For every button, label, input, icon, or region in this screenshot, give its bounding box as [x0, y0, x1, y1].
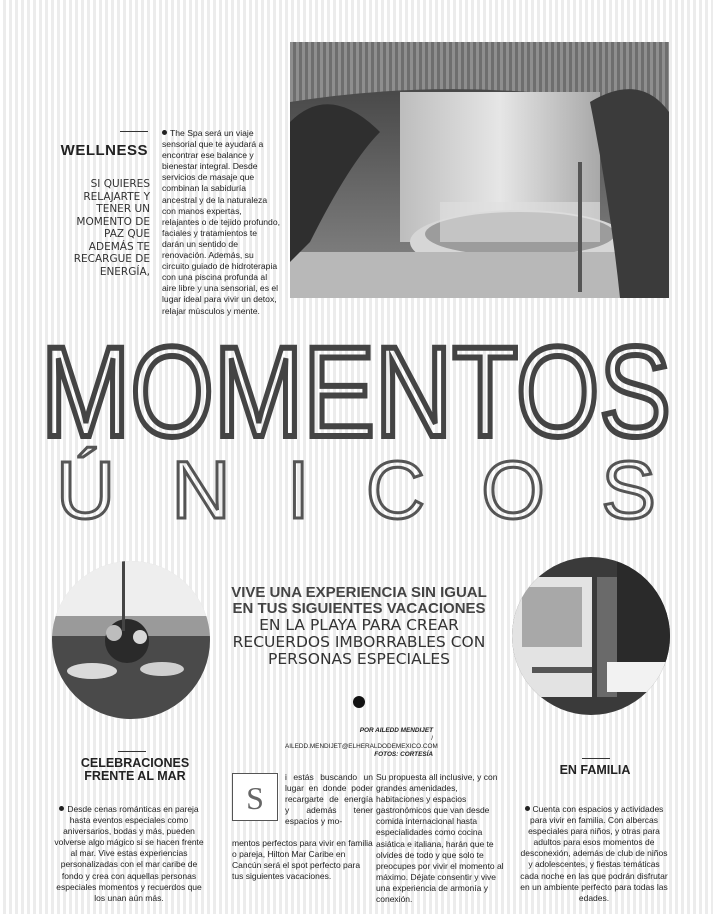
celebraciones-heading-line-2: FRENTE AL MAR [84, 769, 186, 783]
credits [285, 727, 438, 759]
wellness-body-text: The Spa será un viaje sensorial que te ayudará a encontrar ese balance y bienestar integral. Desde servicios de masaje que combinan la sabiduría ancestral y de la naturaleza con manos expertas, relajantes o de tejido profundo, faciales y tratamientos te darán un sentido de renovación. Además, su circuito guiado de hidroterapia con una piscina profunda al aire libre y una sensorial, es el lugar ideal para vivir un detox, relajar músculos y mente. [162, 128, 281, 316]
intro-line-2: EN TUS SIGUIENTES VACACIONES [232, 600, 486, 617]
hotel-logo-letter: S [246, 780, 264, 816]
en-familia-body [518, 804, 670, 904]
en-familia-body-text: Cuenta con espacios y actividades para vivir en familia. Con albercas especiales para niños, y otras para adultos para esos momentos de desconexión, además de club de niños y adolescentes, y fiestas temáticas cada noche en las que podrán disfrutar en un ambiente perfecto para todas las edades. [520, 804, 668, 903]
en-familia-rule [582, 758, 610, 759]
bullet-icon [525, 806, 530, 811]
room-photo-graphic [512, 557, 670, 715]
middle-column-2: Su propuesta all inclusive, y con grandes amenidades, habitaciones y espacios gastronómicos que van desde comida internacional hasta especialidades como cocina asiática e italiana, harán que te olvides de todo y que solo te preocupes por vivir el momento al máximo. Déjate consentir y vive una experiencia de armonía y conexión. [376, 772, 504, 905]
celebraciones-heading-line-1: CELEBRACIONES [80, 756, 190, 770]
celebration-photo [52, 561, 210, 719]
wellness-subheading: SI QUIERES RELAJARTE Y TENER UN MOMENTO DE PAZ QUE ADEMÁS TE RECARGUE DE ENERGÍA, [73, 178, 150, 278]
intro-line-1: VIVE UNA EXPERIENCIA SIN IGUAL [231, 584, 487, 601]
hotel-logo [232, 773, 278, 821]
wellness-body [162, 128, 280, 317]
credits-email: / AILEDD.MENDIJET@ELHERALDODEMEXICO.COM [285, 735, 438, 750]
intro-line-5: PERSONAS ESPECIALES [268, 650, 450, 668]
celebraciones-heading [50, 757, 220, 783]
spa-photo [290, 42, 669, 298]
bullet-icon [59, 806, 64, 811]
title-unicos [0, 430, 713, 550]
wellness-heading: WELLNESS [60, 142, 148, 159]
middle-text-bottom: mentos perfectos para vivir en familia o pareja, Hilton Mar Caribe en Cancún será el spot perfecto para tus siguientes vacaciones. [232, 838, 373, 882]
middle-text-top: i estás buscando un lugar en donde poder recargarte de energía y además tener espacios y mo- [285, 772, 373, 827]
en-familia-heading: EN FAMILIA [559, 763, 631, 777]
intro-block [225, 585, 493, 668]
celebraciones-body [54, 804, 204, 904]
title-momentos-text: MOMENTOS [41, 330, 671, 450]
spa-photo-graphic [290, 42, 669, 298]
credits-photos: FOTOS: CORTESÍA [374, 751, 433, 758]
title-unicos-text: ÚNICOS [56, 445, 656, 536]
bullet-icon [162, 130, 167, 135]
celebraciones-body-text: Desde cenas románticas en pareja hasta eventos especiales como aniversarios, bodas y más, pueden volverse algo mágico si se hacen frente al mar. Vive estas experiencias personalizadas con el mar caribe de fondo y crea con aquellas personas especiales momentos y recuerdos que los unan aún más. [54, 804, 204, 903]
intro-line-4: RECUERDOS IMBORRABLES CON [232, 633, 486, 651]
title-block [0, 330, 713, 550]
intro-line-3: EN LA PLAYA PARA CREAR [259, 616, 459, 634]
credits-author: POR AILEDD MENDIJET [359, 727, 433, 734]
wellness-rule [120, 131, 148, 132]
room-photo [512, 557, 670, 715]
celebraciones-rule [118, 751, 146, 752]
celebration-photo-graphic [52, 561, 210, 719]
intro-dot [353, 696, 365, 708]
hotel-logo-icon [233, 774, 277, 820]
